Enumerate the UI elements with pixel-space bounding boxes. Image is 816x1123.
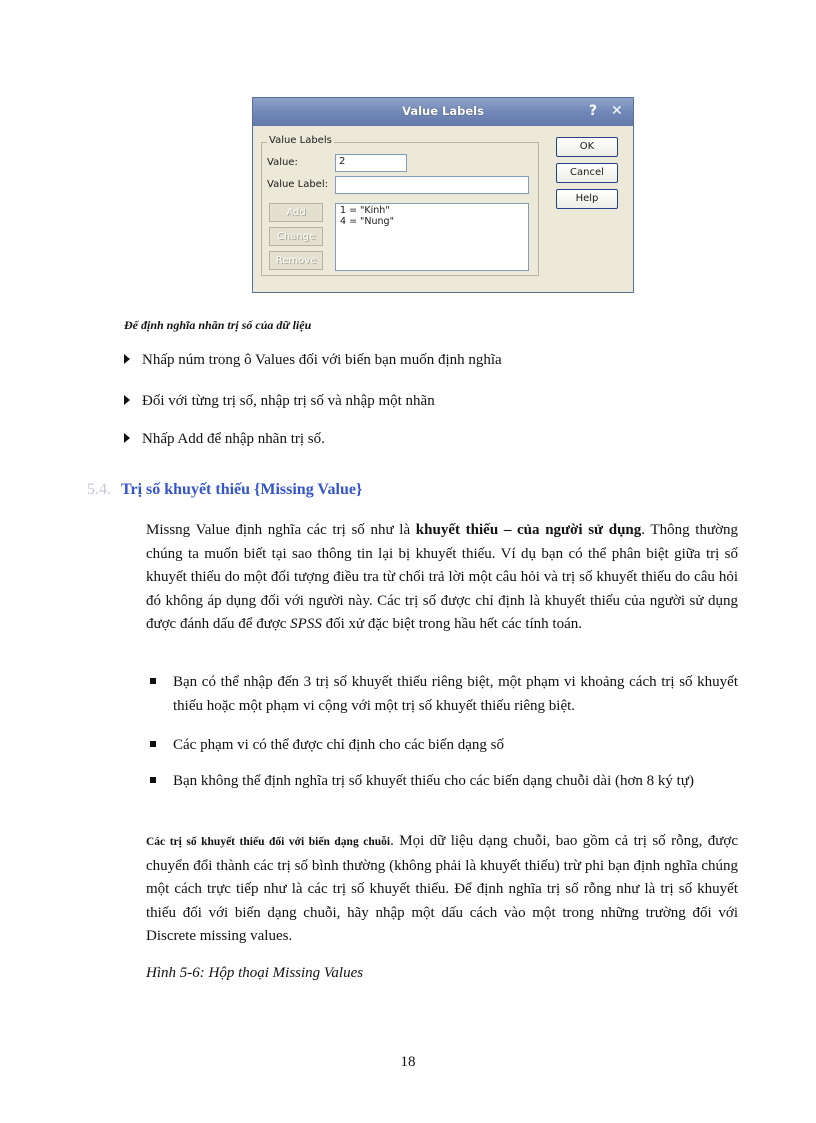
square-bullet-icon (150, 777, 156, 783)
figure-caption-value-labels: Để định nghĩa nhãn trị số của dữ liệu (124, 318, 312, 332)
dialog-title: Value Labels (402, 104, 484, 118)
value-labels-dialog (252, 97, 634, 293)
cancel-button[interactable]: Cancel (556, 163, 618, 183)
value-label-input[interactable] (335, 176, 529, 194)
remove-button[interactable]: Remove (269, 251, 323, 270)
page-number: 18 (400, 1054, 416, 1070)
change-button[interactable]: Change (269, 227, 323, 246)
list-item: Bạn có thể nhập đến 3 trị số khuyết thiếu riêng biệt, một phạm vi khoảng cách trị số khuyết thiếu hoặc một phạm vi cộng với một trị số khuyết thiếu riêng biệt. (150, 670, 738, 718)
close-icon[interactable]: ✕ (611, 103, 623, 119)
list-item[interactable]: 4 = "Nung" (340, 216, 394, 227)
paragraph-missing-value: Missng Value định nghĩa các trị số như là khuyết thiếu – của người sử dụng. Thông thường chúng ta muốn biết tại sao thông tin lại bị khuyết thiếu. Ví dụ bạn có thể phân biệt giữa trị số khuyết thiếu do một đối tượng điều tra từ chối trả lời một câu hỏi và trị số khuyết thiếu do câu hỏi đó không áp dụng đối với người này. Các trị số được chỉ định là khuyết thiếu của người sử dụng được đánh dấu để được SPSS đối xử đặc biệt trong hầu hết các tính toán. (146, 522, 739, 633)
triangle-bullet-icon (124, 395, 130, 405)
value-label-label: Value Label: (267, 179, 328, 190)
help-button[interactable]: Help (556, 189, 618, 209)
step-item: Nhấp Add để nhập nhãn trị số. (124, 429, 325, 449)
triangle-bullet-icon (124, 354, 130, 364)
triangle-bullet-icon (124, 433, 130, 443)
value-label: Value: (267, 157, 298, 168)
step-item: Đối với từng trị số, nhập trị số và nhập một nhãn (124, 391, 435, 411)
figure-caption-missing-values: Hình 5-6: Hộp thoại Missing Values (146, 965, 364, 981)
square-bullet-icon (150, 741, 156, 747)
list-item: Các phạm vi có thể được chỉ định cho các biến dạng số (150, 733, 738, 757)
list-item: Bạn không thể định nghĩa trị số khuyết thiếu cho các biến dạng chuỗi dài (hơn 8 ký tự) (150, 769, 738, 793)
group-label: Value Labels (269, 135, 332, 146)
section-title: Trị số khuyết thiếu {Missing Value} (121, 481, 363, 498)
add-button[interactable]: Add (269, 203, 323, 222)
step-item: Nhấp núm trong ô Values đối với biến bạn muốn định nghĩa (124, 350, 502, 370)
section-number: 5.4. (87, 481, 111, 498)
help-icon[interactable]: ? (589, 103, 598, 119)
square-bullet-icon (150, 678, 156, 684)
value-labels-list[interactable] (335, 203, 529, 271)
section-heading (87, 481, 362, 499)
dialog-titlebar (253, 98, 633, 126)
paragraph-string-missing: Các trị số khuyết thiếu đối với biến dạng chuỗi. Mọi dữ liệu dạng chuỗi, bao gồm cả trị số rỗng, được chuyển đổi thành các trị số bình thường (không phải là khuyết thiếu) trừ phi bạn định nghĩa chúng một cách trực tiếp như là các trị số khuyết thiếu. Để định nghĩa trị số rỗng như là trị số khuyết thiếu đối với biến dạng chuỗi, hãy nhập một dấu cách vào một trong những trường đối với Discrete missing values. (146, 833, 738, 945)
list-item[interactable]: 1 = "Kinh" (340, 205, 390, 216)
value-input[interactable]: 2 (335, 154, 407, 172)
ok-button[interactable]: OK (556, 137, 618, 157)
